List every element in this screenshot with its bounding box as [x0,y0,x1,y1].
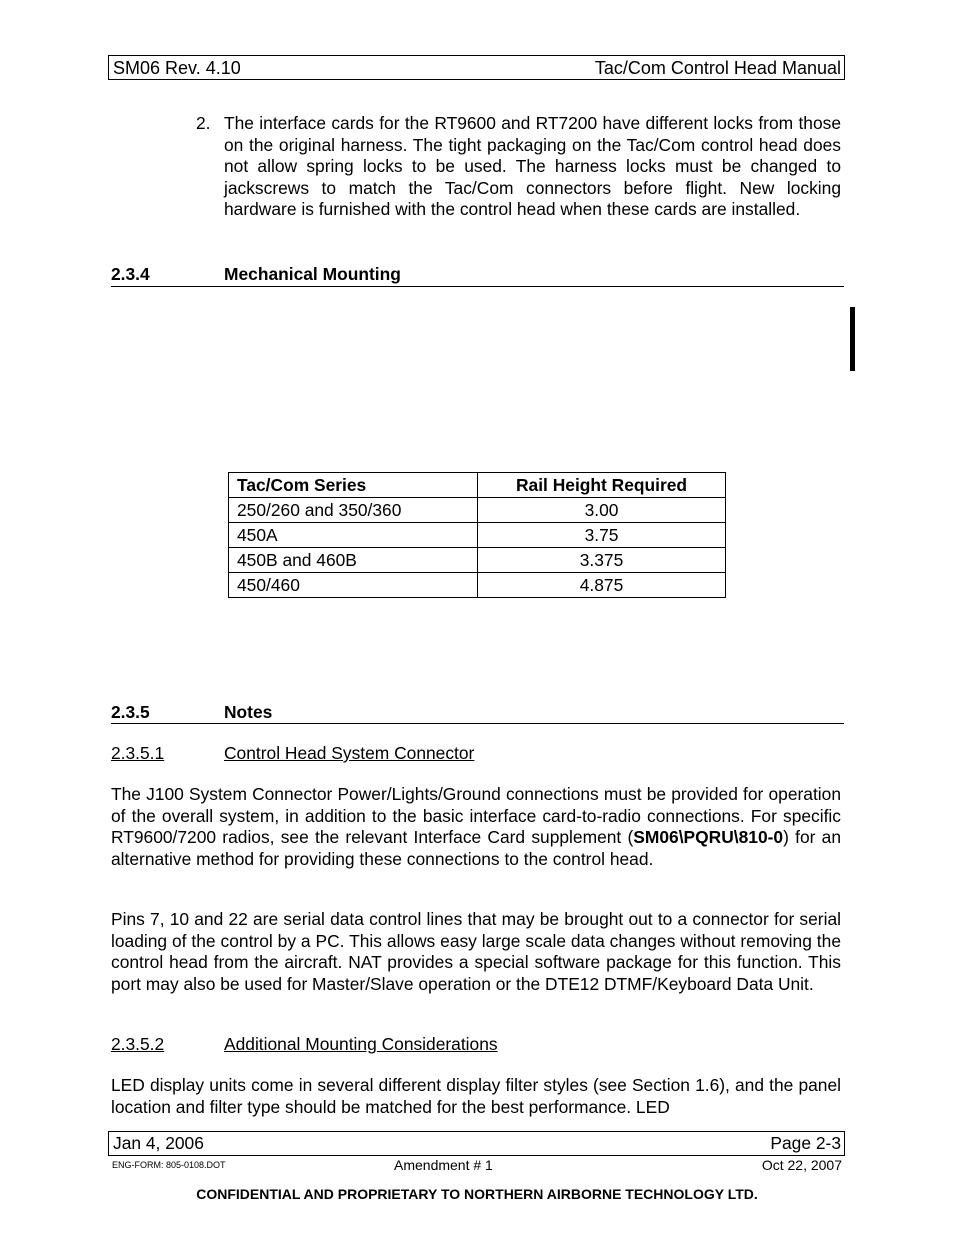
section-rule-234 [111,286,844,287]
paragraph-led-display: LED display units come in several different display filter styles (see Section 1.6), and the panel location and filter type should be matched for the best performance. LED [111,1075,841,1117]
paragraph-serial-data: Pins 7, 10 and 22 are serial data control lines that may be brought out to a connector for serial loading of the control by a PC. This allows easy large scale data changes without removing the control head from the aircraft. NAT provides a special software package for this function. This port may also be used for Master/Slave operation or the DTE12 DTMF/Keyboard Data Unit. [111,909,841,994]
footer-page-number: Page 2-3 [770,1133,841,1153]
subsection-number-2352: 2.3.5.2 [111,1034,165,1054]
table-cell-height: 3.00 [478,498,726,523]
footer-date: Jan 4, 2006 [113,1133,204,1153]
paragraph-j100-part1: The J100 System Connector Power/Lights/Ground connections must be provided for operation of the overall system, in addition to the basic interface card-to-radio connections. For specific RT9600/7200 radios, see the relevant Interface Card supplement ( [111,784,841,848]
table-cell-series: 450B and 460B [229,548,478,573]
header-doc-id: SM06 Rev. 4.10 [113,58,241,78]
footer-amendment: Amendment # 1 [394,1157,493,1173]
table-row [229,573,726,598]
change-bar [850,307,855,371]
list-item-number: 2. [196,113,211,133]
paragraph-j100 [111,784,841,870]
confidential-notice: CONFIDENTIAL AND PROPRIETARY TO NORTHERN AIRBORNE TECHNOLOGY LTD. [196,1186,758,1202]
subsection-title-2351: Control Head System Connector [224,743,475,763]
section-number-234: 2.3.4 [111,264,150,284]
subsection-title-2352: Additional Mounting Considerations [224,1034,498,1054]
table-cell-height: 4.875 [478,573,726,598]
table-header-rail-height: Rail Height Required [478,473,726,498]
table-cell-series: 450/460 [229,573,478,598]
supplement-reference: SM06\PQRU\810-0 [633,827,784,848]
section-number-235: 2.3.5 [111,702,150,722]
section-title-234: Mechanical Mounting [224,264,401,284]
header-title: Tac/Com Control Head Manual [594,58,841,78]
footer-form-id: ENG-FORM: 805-0108.DOT [112,1160,226,1170]
subsection-number-2351: 2.3.5.1 [111,743,165,763]
table-row [229,498,726,523]
footer-revision-date: Oct 22, 2007 [761,1157,842,1173]
table-header-row [229,473,726,498]
section-title-235: Notes [224,702,273,722]
table-cell-height: 3.75 [478,523,726,548]
table-row [229,548,726,573]
footer-box [108,1131,845,1156]
list-item-text: The interface cards for the RT9600 and RT7200 have different locks from those on the original harness. The tight packaging on the Tac/Com control head does not allow spring locks to be used. The harness locks must be changed to jackscrews to match the Tac/Com connectors before flight. New locking hardware is furnished with the control head when these cards are installed. [224,113,841,220]
table-cell-series: 450A [229,523,478,548]
table-cell-series: 250/260 and 350/360 [229,498,478,523]
table-row [229,523,726,548]
table-cell-height: 3.375 [478,548,726,573]
paragraph-j100-part2: ) for an alternative method for providing these connections to the control head. [111,827,842,869]
rail-height-table [228,472,726,598]
section-rule-235 [111,723,844,724]
table-header-series: Tac/Com Series [229,473,478,498]
